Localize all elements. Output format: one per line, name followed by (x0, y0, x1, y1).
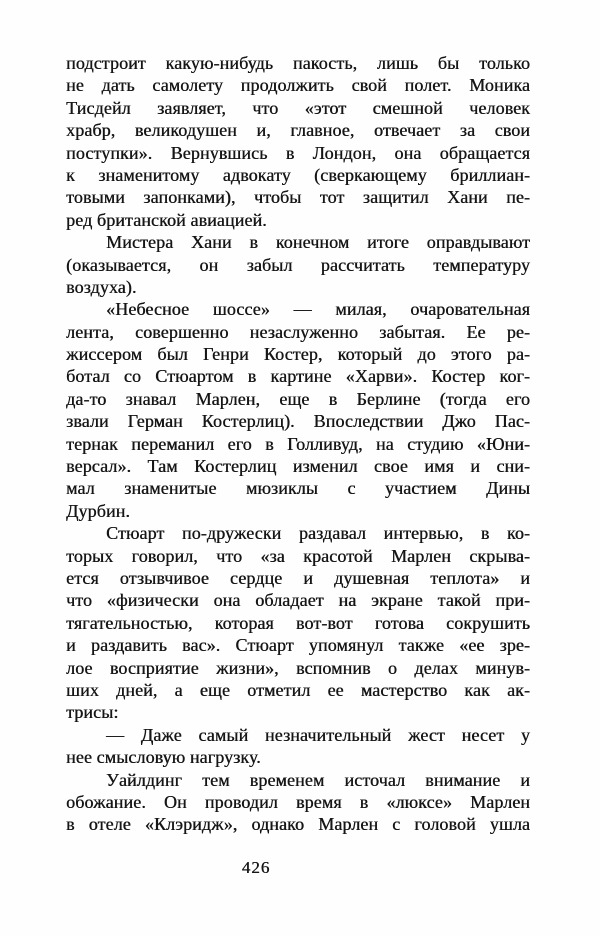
text-line: — Даже самый незначительный жест несет у (106, 724, 530, 745)
page-number: 426 (241, 858, 271, 877)
text-line: нее смысловую нагрузку. (66, 747, 261, 768)
text-line: трисы: (66, 702, 119, 723)
text-line: «Небесное шоссе» — милая, очаровательная (106, 299, 530, 320)
text-line: к знаменитому адвокату (сверкающему бриллиан- (66, 164, 530, 185)
page-text (66, 52, 530, 836)
text-line: Мистера Хани в конечном итоге оправдывают (106, 232, 530, 253)
text-line: ется отзывчивое сердце и душевная теплота» и (66, 567, 530, 588)
text-line: мал знаменитые мюзиклы с участием Дины (66, 478, 530, 499)
text-line: версал». Там Костерлиц изменил свое имя и сни- (66, 456, 530, 477)
text-line: тернак переманил его в Голливуд, на студию «Юни- (66, 433, 530, 454)
text-line: обожание. Он проводил время в «люксе» Марлен (66, 791, 530, 812)
text-line: товыми запонками), чтобы тот защитил Хани пе- (66, 187, 530, 208)
text-line: да-то знавал Марлен, еще в Берлине (тогда его (66, 388, 530, 409)
text-line: ботал со Стюартом в картине «Харви». Костер ког- (66, 366, 530, 387)
text-line: лое восприятие жизни», вспомнив о делах минув- (66, 657, 530, 678)
text-line: ред британской авиацией. (66, 209, 267, 230)
text-line: Дурбин. (66, 500, 130, 521)
text-line: и раздавить вас». Стюарт упомянул также «ее зре- (66, 635, 530, 656)
text-line: ших дней, а еще отметил ее мастерство как ак- (66, 679, 530, 700)
text-line: Уайлдинг тем временем источал внимание и (106, 769, 530, 790)
text-line: (оказывается, он забыл рассчитать температуру (66, 254, 530, 275)
text-line: тягательностью, которая вот-вот готова сокрушить (66, 612, 530, 633)
text-line: звали Герман Костерлиц). Впоследствии Джо Пас- (66, 411, 530, 432)
text-line: что «физически она обладает на экране такой при- (66, 590, 530, 611)
text-line: воздуха). (66, 276, 137, 297)
text-line: лента, совершенно незаслуженно забытая. Ее ре- (66, 321, 530, 342)
text-line: Тисдейл заявляет, что «этот смешной человек (66, 97, 530, 118)
text-line: поступки». Вернувшись в Лондон, она обращается (66, 142, 530, 163)
text-line: Стюарт по-дружески раздавал интервью, в ко- (106, 523, 530, 544)
text-line: храбр, великодушен и, главное, отвечает за свои (66, 120, 530, 141)
text-line: подстроит какую-нибудь пакость, лишь бы только (66, 53, 530, 73)
text-line: торых говорил, что «за красотой Марлен скрыва- (66, 545, 530, 566)
text-line: в отеле «Клэридж», однако Марлен с головой ушла (66, 814, 530, 835)
text-line: жиссером был Генри Костер, который до этого ра- (66, 344, 530, 365)
text-line: не дать самолету продолжить свой полет. Моника (66, 75, 530, 96)
